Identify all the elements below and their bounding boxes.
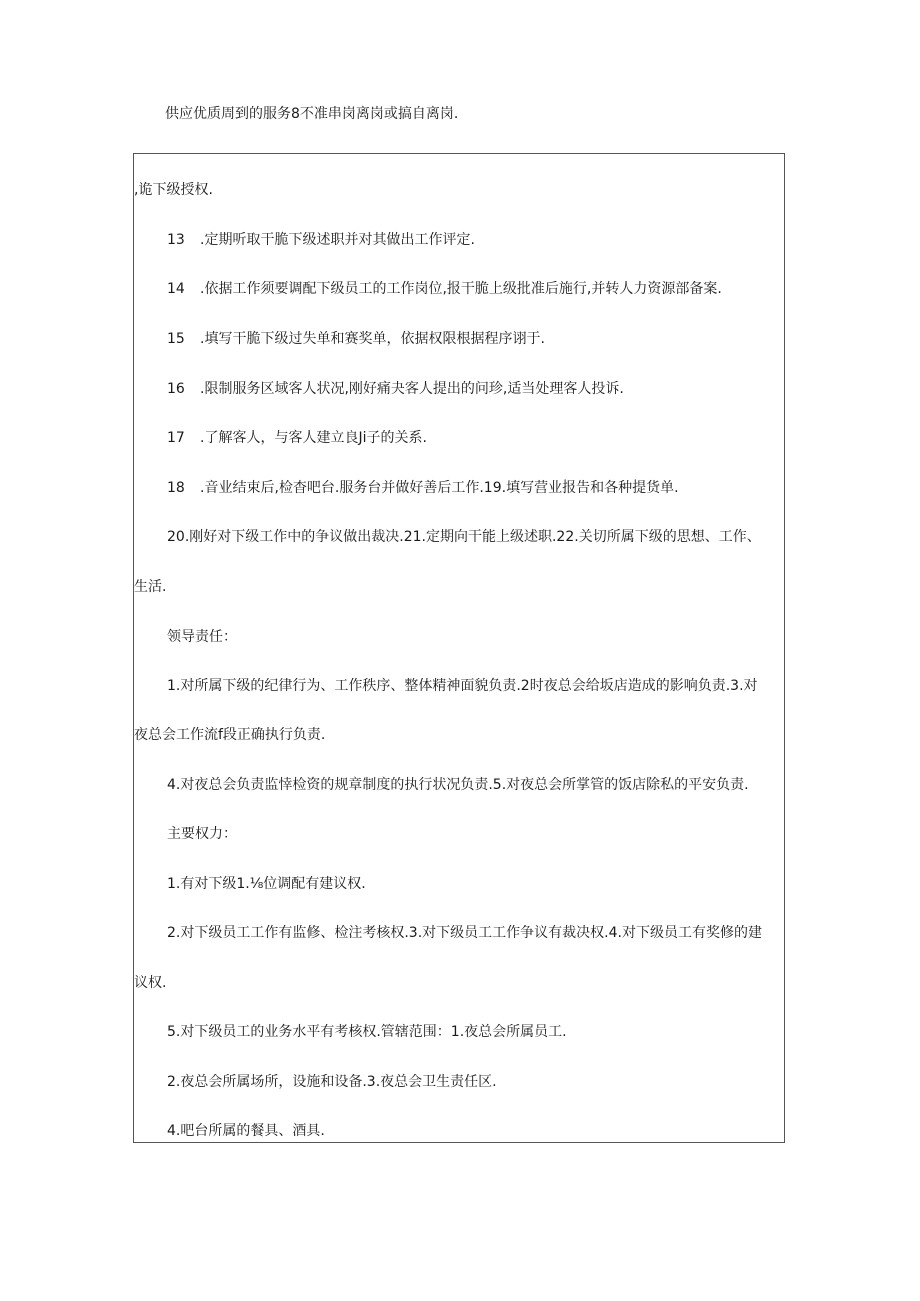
text-line: 夜总会工作流f段正确执行负责. [134,727,326,743]
text-line: 生活. [134,579,167,595]
item-number: 17 [167,430,185,446]
item-number: 16 [167,381,185,397]
document-box [133,153,785,1143]
item-number: 13 [167,232,185,248]
numbered-item-18 [167,478,679,498]
text-line: 2.夜总会所属场所，设施和设备.3.夜总会卫生责任区. [167,1074,497,1090]
numbered-item-15 [167,329,545,349]
item-number: 18 [167,480,185,496]
numbered-item-14 [167,279,722,299]
item-text: .依据工作须要调配下级员工的工作岗位,报干脆上级批准后施行,并转人力资源部备案. [200,281,722,297]
text-line: 2.对下级员工工作有监修、检注考核权.3.对下级员工工作争议有裁决权.4.对下级员工有奖修的建 [167,925,762,941]
text-line: 议权. [134,975,167,991]
item-number: 15 [167,331,185,347]
item-text: .填写干脆下级过失单和赛奖单，依据权限根据程序诩于. [200,331,545,347]
text-line: 1.有对下级1.⅛位调配有建议权. [167,876,366,892]
text-line: 1.对所属下级的纪律行为、工作秩序、整体精神面貌负责.2时夜总会给坂店造成的影响负责.3.对 [167,678,758,694]
item-text: .音业结束后,检杳吧台.服务台并做好善后工作.19.填写营业报告和各种提货单. [200,480,679,496]
text-line: 4.对夜总会负责监悻检资的规章制度的执行状况负责.5.对夜总会所掌管的饭店除私的平安负责. [167,777,749,793]
top-line: 供应优质周到的服务8不准串岗离岗或搞自离岗. [165,106,459,122]
text-line: 20.刚好对下级工作中的争议做出裁决.21.定期向干能上级述职.22.关切所属下级的思想、工作、 [167,529,761,545]
item-text: .了解客人，与客人建立良Ji子的关系. [200,430,427,446]
item-text: .限制服务区域客人状况,刚好痛夬客人提出的问珍,适当处理客人投诉. [200,381,624,397]
item-number: 14 [167,281,185,297]
numbered-item-13 [167,230,475,250]
item-text: .定期听取干脆下级述职并对其做出工作评定. [200,232,475,248]
section-heading-authority: 主要权力： [167,826,237,842]
numbered-item-17 [167,428,427,448]
text-line: 4.吧台所属的餐具、酒具. [167,1123,325,1139]
section-heading-leadership: 领导责任： [167,629,237,645]
text-line: 5.对下级员工的业务水平有考核权.管辖范围：1.夜总会所属员工. [167,1024,567,1040]
text-line: ,诡下级授权. [134,182,213,198]
numbered-item-16 [167,379,624,399]
